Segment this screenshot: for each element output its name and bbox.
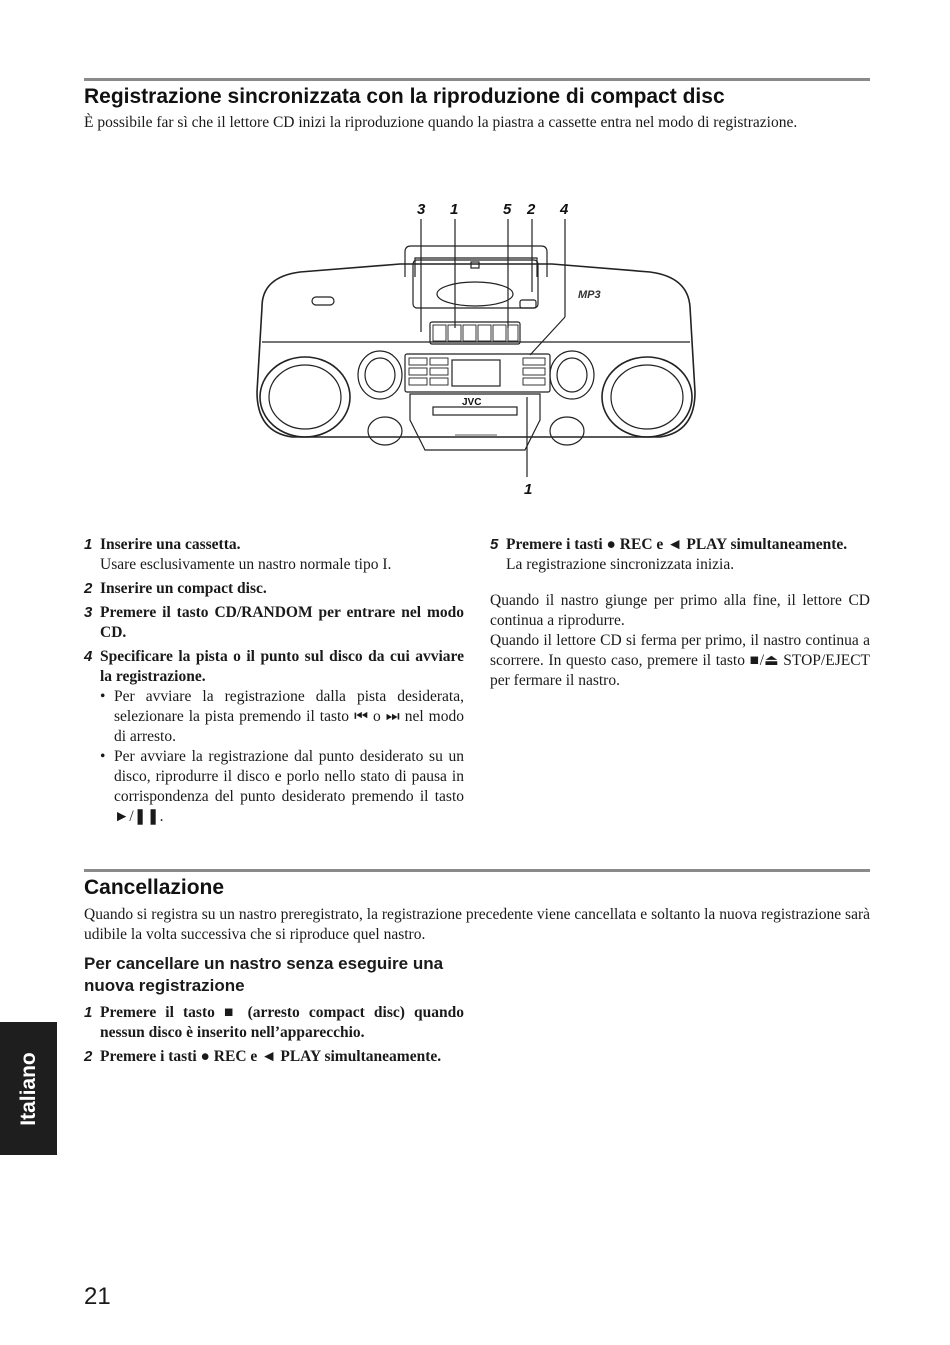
bullet-item: • Per avviare la registrazione dal punto desiderato su un disco, riprodurre il disco e porlo nello stato di pausa in corrispondenza del punto desiderato premendo il tasto ►/❚❚. (100, 748, 464, 825)
step-title: Inserire un compact disc. (100, 580, 267, 597)
step-number: 1 (84, 1004, 93, 1021)
step-number: 2 (84, 1048, 93, 1065)
language-tab (0, 1022, 57, 1155)
section-title-sync-recording: Registrazione sincronizzata con la riproduzione di compact disc (84, 85, 725, 108)
callout-5: 5 (503, 201, 512, 218)
note-tape-ends-first: Quando il nastro giunge per primo alla fine, il lettore CD continua a riprodurre. (490, 592, 870, 629)
step-2 (84, 579, 464, 599)
steps-left-column (84, 535, 464, 831)
step-title: Premere i tasti ● REC e ◄ PLAY simultaneamente. (100, 1048, 442, 1065)
language-tab-label: Italiano (16, 1051, 40, 1126)
step-3 (84, 603, 464, 643)
erase-step-1 (84, 1003, 464, 1043)
bullet-item: • Per avviare la registrazione dalla pista desiderata, selezionare la pista premendo il tasto ⏮ o ⏭ nel modo di arresto. (100, 688, 464, 745)
boombox-illustration (0, 192, 950, 512)
callout-1: 1 (450, 201, 459, 218)
callout-3: 3 (417, 201, 426, 218)
step-5 (490, 535, 870, 575)
step-title: Specificare la pista o il punto sul disco da cui avviare la registrazione. (100, 648, 464, 685)
section-intro-sync: È possibile far sì che il lettore CD inizi la riproduzione quando la piastra a cassette entra nel modo di registrazione. (84, 114, 798, 131)
step-number: 2 (84, 580, 93, 597)
callout-bottom-1: 1 (524, 481, 533, 498)
step-number: 4 (84, 648, 93, 665)
step-title: Inserire una cassetta. (100, 536, 241, 553)
erase-steps (84, 1003, 464, 1071)
callout-2: 2 (527, 201, 536, 218)
section-intro-erasing: Quando si registra su un nastro preregistrato, la registrazione precedente viene cancellata e soltanto la nuova registrazione sarà udibile la volta successiva che si riproduce quel nastro. (84, 906, 870, 943)
section-rule-top (84, 78, 870, 81)
step-note: La registrazione sincronizzata inizia. (506, 556, 735, 573)
callout-4: 4 (560, 201, 569, 218)
section-rule-middle (84, 869, 870, 872)
steps-right-column (490, 535, 870, 691)
note-cd-stops-first: Quando il lettore CD si ferma per primo, il nastro continua a scorrere. In questo caso, premere il tasto ■/⏏ STOP/EJECT per fermare il nastro. (490, 632, 870, 689)
step-1 (84, 535, 464, 575)
step-note: Usare esclusivamente un nastro normale tipo I. (100, 556, 392, 573)
erase-step-2 (84, 1047, 464, 1067)
jvc-logo: JVC (462, 397, 482, 408)
subsection-title-erase-tape: Per cancellare un nastro senza eseguire una nuova registrazione (84, 954, 444, 995)
step-title: Premere i tasti ● REC e ◄ PLAY simultaneamente. (506, 536, 848, 553)
step-title: Premere il tasto CD/RANDOM per entrare nel modo CD. (100, 604, 464, 641)
bullet-text: Per avviare la registrazione dalla pista desiderata, selezionare la pista premendo il tasto ⏮ o ⏭ nel modo di arresto. (114, 688, 464, 745)
step-number: 1 (84, 536, 93, 553)
page-number: 21 (84, 1283, 111, 1310)
step-title: Premere il tasto ■ (arresto compact disc) quando nessun disco è inserito nell’apparecchio. (100, 1004, 464, 1041)
step-number: 5 (490, 536, 499, 553)
bullet-text: Per avviare la registrazione dal punto desiderato su un disco, riprodurre il disco e porlo nello stato di pausa in corrispondenza del punto desiderato premendo il tasto ►/❚❚. (114, 748, 464, 825)
step-4 (84, 647, 464, 827)
section-title-erasing: Cancellazione (84, 876, 225, 899)
step-number: 3 (84, 604, 93, 621)
mp3-badge: MP3 (578, 289, 601, 301)
